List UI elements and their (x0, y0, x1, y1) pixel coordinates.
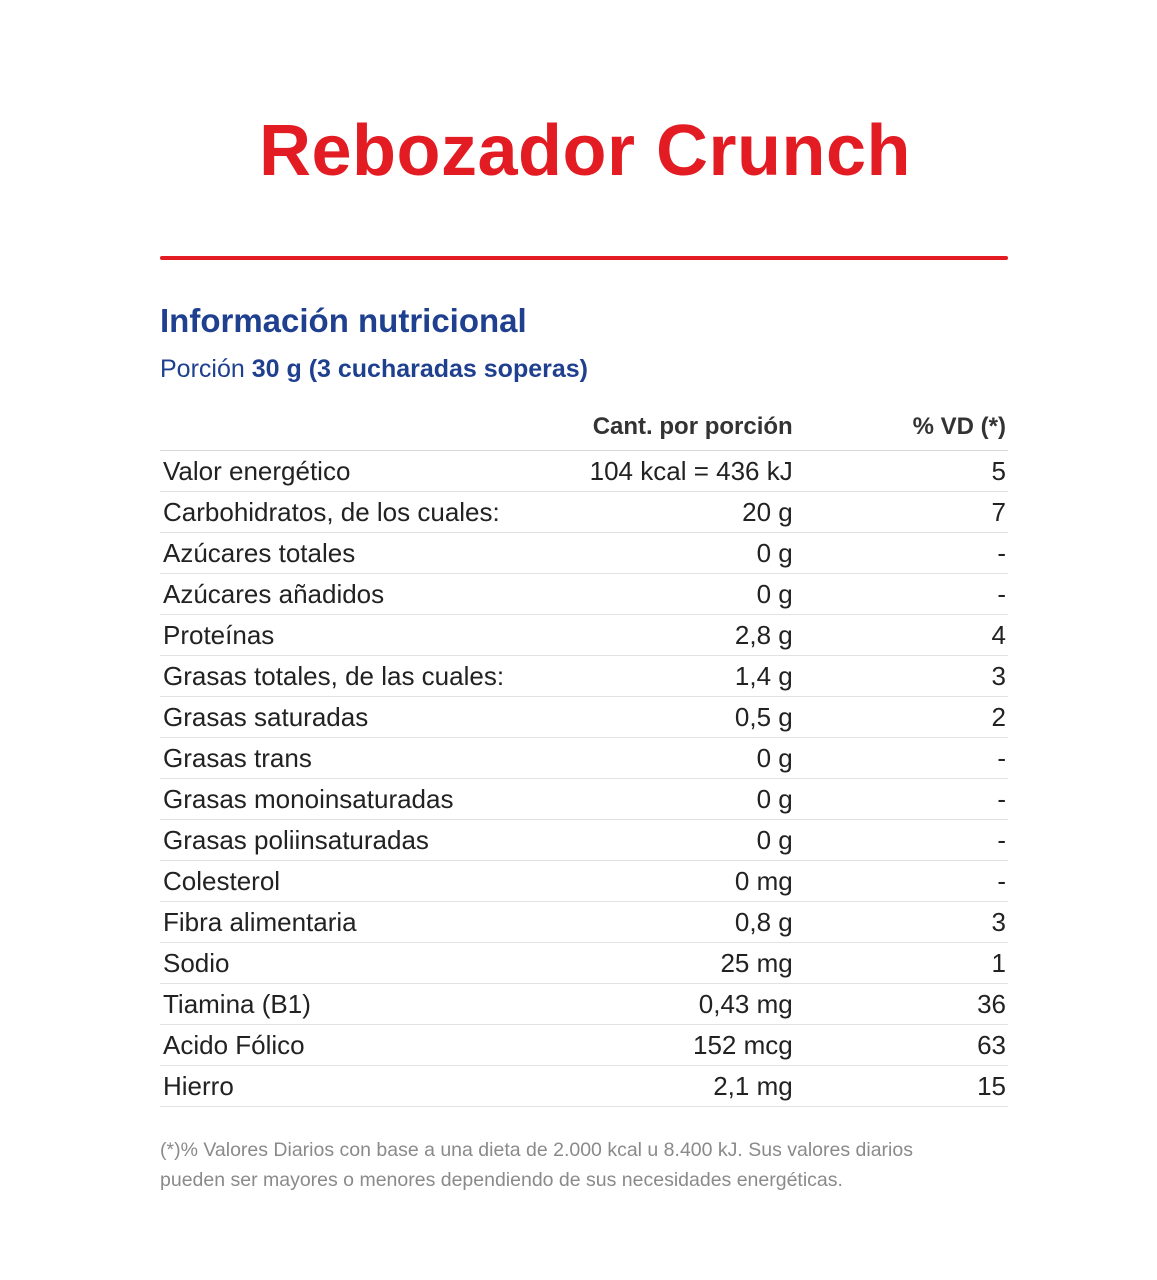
table-row (160, 656, 1008, 697)
nutrient-amount: 25 mg (581, 943, 793, 984)
nutrient-amount: 0 mg (581, 861, 793, 902)
nutrient-name: Tiamina (B1) (160, 984, 581, 1025)
table-row (160, 779, 1008, 820)
nutrient-amount: 0 g (581, 738, 793, 779)
nutrient-amount: 0 g (581, 779, 793, 820)
table-row (160, 1066, 1008, 1107)
nutrient-daily-value: - (793, 738, 1008, 779)
portion-line (160, 355, 588, 384)
nutrient-daily-value: - (793, 779, 1008, 820)
nutrient-daily-value: - (793, 533, 1008, 574)
table-row (160, 861, 1008, 902)
nutrient-amount: 0 g (581, 533, 793, 574)
nutrient-daily-value: 1 (793, 943, 1008, 984)
table-row (160, 615, 1008, 656)
nutrient-amount: 0 g (581, 820, 793, 861)
table-row (160, 738, 1008, 779)
nutrient-daily-value: 3 (793, 902, 1008, 943)
nutrient-name: Grasas trans (160, 738, 581, 779)
nutrient-amount: 0,43 mg (581, 984, 793, 1025)
table-row (160, 984, 1008, 1025)
nutrient-daily-value: - (793, 820, 1008, 861)
portion-label: Porción (160, 355, 245, 383)
nutrient-name: Hierro (160, 1066, 581, 1107)
daily-value-footnote (160, 1135, 1000, 1195)
nutrient-name: Valor energético (160, 451, 581, 492)
title-divider (160, 256, 1008, 260)
nutrient-daily-value: 36 (793, 984, 1008, 1025)
footnote-line-2: pueden ser mayores o menores dependiendo de sus necesidades energéticas. (160, 1169, 843, 1191)
table-row (160, 533, 1008, 574)
nutrient-name: Grasas totales, de las cuales: (160, 656, 581, 697)
portion-value: 30 g (3 cucharadas soperas) (251, 355, 588, 383)
nutrition-table (160, 404, 1008, 1107)
nutrient-amount: 20 g (581, 492, 793, 533)
nutrient-amount: 152 mcg (581, 1025, 793, 1066)
nutrient-name: Acido Fólico (160, 1025, 581, 1066)
table-row (160, 820, 1008, 861)
nutrient-daily-value: 3 (793, 656, 1008, 697)
nutrient-daily-value: - (793, 861, 1008, 902)
nutrient-name: Carbohidratos, de los cuales: (160, 492, 581, 533)
header-amount: Cant. por porción (581, 404, 793, 451)
nutrient-name: Azúcares totales (160, 533, 581, 574)
nutrient-daily-value: 15 (793, 1066, 1008, 1107)
nutrient-name: Sodio (160, 943, 581, 984)
table-row (160, 574, 1008, 615)
nutrient-name: Grasas poliinsaturadas (160, 820, 581, 861)
nutrient-daily-value: 5 (793, 451, 1008, 492)
table-row (160, 697, 1008, 738)
nutrient-amount: 0 g (581, 574, 793, 615)
nutrient-amount: 104 kcal = 436 kJ (581, 451, 793, 492)
table-header-row (160, 404, 1008, 451)
nutrient-daily-value: 7 (793, 492, 1008, 533)
table-row (160, 492, 1008, 533)
nutrient-amount: 0,5 g (581, 697, 793, 738)
nutrient-amount: 1,4 g (581, 656, 793, 697)
product-title: Rebozador Crunch (258, 111, 912, 191)
nutrient-name: Colesterol (160, 861, 581, 902)
nutrient-name: Azúcares añadidos (160, 574, 581, 615)
nutrient-name: Fibra alimentaria (160, 902, 581, 943)
nutrient-daily-value: 63 (793, 1025, 1008, 1066)
footnote-line-1: (*)% Valores Diarios con base a una dieta de 2.000 kcal u 8.400 kJ. Sus valores diarios (160, 1139, 913, 1161)
nutrient-name: Grasas monoinsaturadas (160, 779, 581, 820)
table-row (160, 451, 1008, 492)
header-nutrient (160, 404, 581, 451)
nutrient-amount: 2,8 g (581, 615, 793, 656)
nutrient-name: Proteínas (160, 615, 581, 656)
nutrient-amount: 0,8 g (581, 902, 793, 943)
section-title: Información nutricional (160, 302, 527, 339)
header-daily-value: % VD (*) (793, 404, 1008, 451)
nutrient-daily-value: 4 (793, 615, 1008, 656)
nutrient-daily-value: - (793, 574, 1008, 615)
nutrient-amount: 2,1 mg (581, 1066, 793, 1107)
nutrient-name: Grasas saturadas (160, 697, 581, 738)
table-row (160, 943, 1008, 984)
table-row (160, 1025, 1008, 1066)
nutrient-daily-value: 2 (793, 697, 1008, 738)
table-row (160, 902, 1008, 943)
